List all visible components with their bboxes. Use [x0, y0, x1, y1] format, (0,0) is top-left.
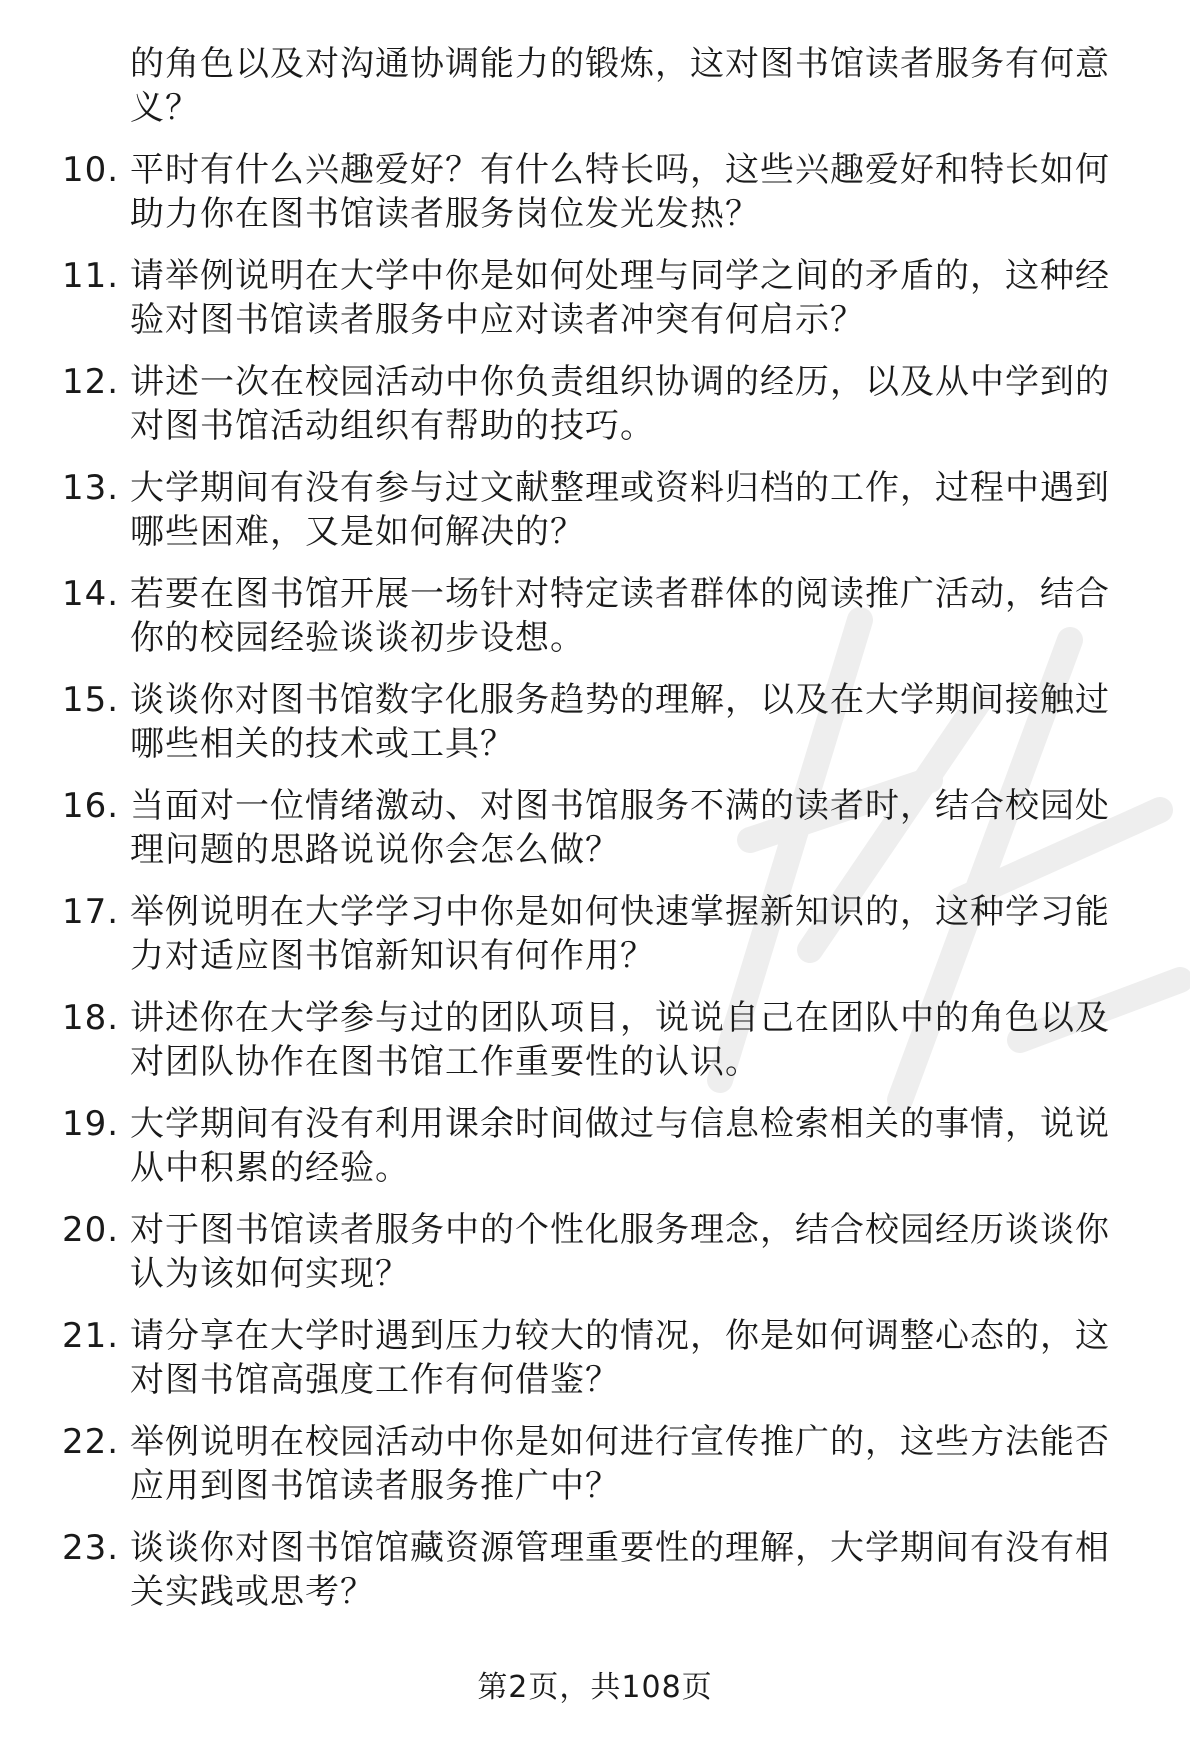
question-item	[62, 254, 1152, 342]
continued-line: 的角色以及对沟通协调能力的锻炼，这对图书馆读者服务有何意	[130, 44, 1110, 84]
question-line: 请举例说明在大学中你是如何处理与同学之间的矛盾的，这种经	[130, 256, 1110, 296]
question-line: 哪些困难，又是如何解决的？	[130, 512, 585, 552]
question-line: 理问题的思路说说你会怎么做？	[130, 830, 620, 870]
question-list-section	[62, 42, 1152, 1614]
question-text	[130, 572, 1152, 660]
question-line: 验对图书馆读者服务中应对读者冲突有何启示？	[130, 300, 865, 340]
question-number: 16.	[62, 786, 120, 826]
question-number: 18.	[62, 998, 120, 1038]
question-line: 若要在图书馆开展一场针对特定读者群体的阅读推广活动，结合	[130, 574, 1110, 614]
question-line: 平时有什么兴趣爱好？有什么特长吗，这些兴趣爱好和特长如何	[130, 150, 1110, 190]
question-item	[62, 784, 1152, 872]
question-item	[62, 148, 1152, 236]
question-number: 13.	[62, 468, 120, 508]
question-number: 15.	[62, 680, 120, 720]
question-item	[62, 1102, 1152, 1190]
question-text	[130, 466, 1152, 554]
question-line: 对图书馆高强度工作有何借鉴？	[130, 1360, 620, 1400]
question-line: 从中积累的经验。	[130, 1148, 410, 1188]
question-text	[130, 360, 1152, 448]
question-item	[62, 360, 1152, 448]
question-number: 19.	[62, 1104, 120, 1144]
question-line: 举例说明在校园活动中你是如何进行宣传推广的，这些方法能否	[130, 1422, 1110, 1462]
question-text	[130, 784, 1152, 872]
question-number: 17.	[62, 892, 120, 932]
question-line: 你的校园经验谈谈初步设想。	[130, 618, 585, 658]
question-line: 谈谈你对图书馆馆藏资源管理重要性的理解，大学期间有没有相	[130, 1528, 1110, 1568]
question-line: 对团队协作在图书馆工作重要性的认识。	[130, 1042, 760, 1082]
question-line: 哪些相关的技术或工具？	[130, 724, 515, 764]
question-number: 21.	[62, 1316, 120, 1356]
question-number: 10.	[62, 150, 120, 190]
question-number: 20.	[62, 1210, 120, 1250]
question-item	[62, 1208, 1152, 1296]
question-line: 助力你在图书馆读者服务岗位发光发热？	[130, 194, 760, 234]
question-line: 认为该如何实现？	[130, 1254, 410, 1294]
question-text	[130, 678, 1152, 766]
question-text	[130, 148, 1152, 236]
continued-line: 义？	[130, 88, 200, 128]
question-item	[62, 1526, 1152, 1614]
question-text	[130, 1314, 1152, 1402]
question-line: 大学期间有没有参与过文献整理或资料归档的工作，过程中遇到	[130, 468, 1110, 508]
question-line: 对于图书馆读者服务中的个性化服务理念，结合校园经历谈谈你	[130, 1210, 1110, 1250]
question-line: 对图书馆活动组织有帮助的技巧。	[130, 406, 655, 446]
question-text	[130, 996, 1152, 1084]
question-line: 请分享在大学时遇到压力较大的情况，你是如何调整心态的，这	[130, 1316, 1110, 1356]
question-text	[130, 1102, 1152, 1190]
page-footer	[0, 1668, 1190, 1708]
question-item	[62, 996, 1152, 1084]
question-line: 应用到图书馆读者服务推广中？	[130, 1466, 620, 1506]
question-number: 14.	[62, 574, 120, 614]
question-text	[130, 1208, 1152, 1296]
question-text	[130, 1420, 1152, 1508]
question-item	[62, 890, 1152, 978]
question-text	[130, 1526, 1152, 1614]
continued-question-text	[130, 42, 1152, 130]
question-number: 22.	[62, 1422, 120, 1462]
question-number: 23.	[62, 1528, 120, 1568]
question-item	[62, 466, 1152, 554]
question-line: 关实践或思考？	[130, 1572, 375, 1612]
question-text	[130, 890, 1152, 978]
question-item	[62, 678, 1152, 766]
question-line: 力对适应图书馆新知识有何作用？	[130, 936, 655, 976]
question-text	[130, 254, 1152, 342]
question-line: 当面对一位情绪激动、对图书馆服务不满的读者时，结合校园处	[130, 786, 1110, 826]
question-item	[62, 572, 1152, 660]
question-line: 讲述你在大学参与过的团队项目，说说自己在团队中的角色以及	[130, 998, 1110, 1038]
question-line: 谈谈你对图书馆数字化服务趋势的理解，以及在大学期间接触过	[130, 680, 1110, 720]
question-line: 大学期间有没有利用课余时间做过与信息检索相关的事情，说说	[130, 1104, 1110, 1144]
question-number: 12.	[62, 362, 120, 402]
page-number-label: 第2页，共108页	[477, 1670, 713, 1705]
question-list	[62, 148, 1152, 1614]
question-line: 举例说明在大学学习中你是如何快速掌握新知识的，这种学习能	[130, 892, 1110, 932]
question-item	[62, 1314, 1152, 1402]
question-number: 11.	[62, 256, 120, 296]
question-item	[62, 1420, 1152, 1508]
question-line: 讲述一次在校园活动中你负责组织协调的经历，以及从中学到的	[130, 362, 1110, 402]
